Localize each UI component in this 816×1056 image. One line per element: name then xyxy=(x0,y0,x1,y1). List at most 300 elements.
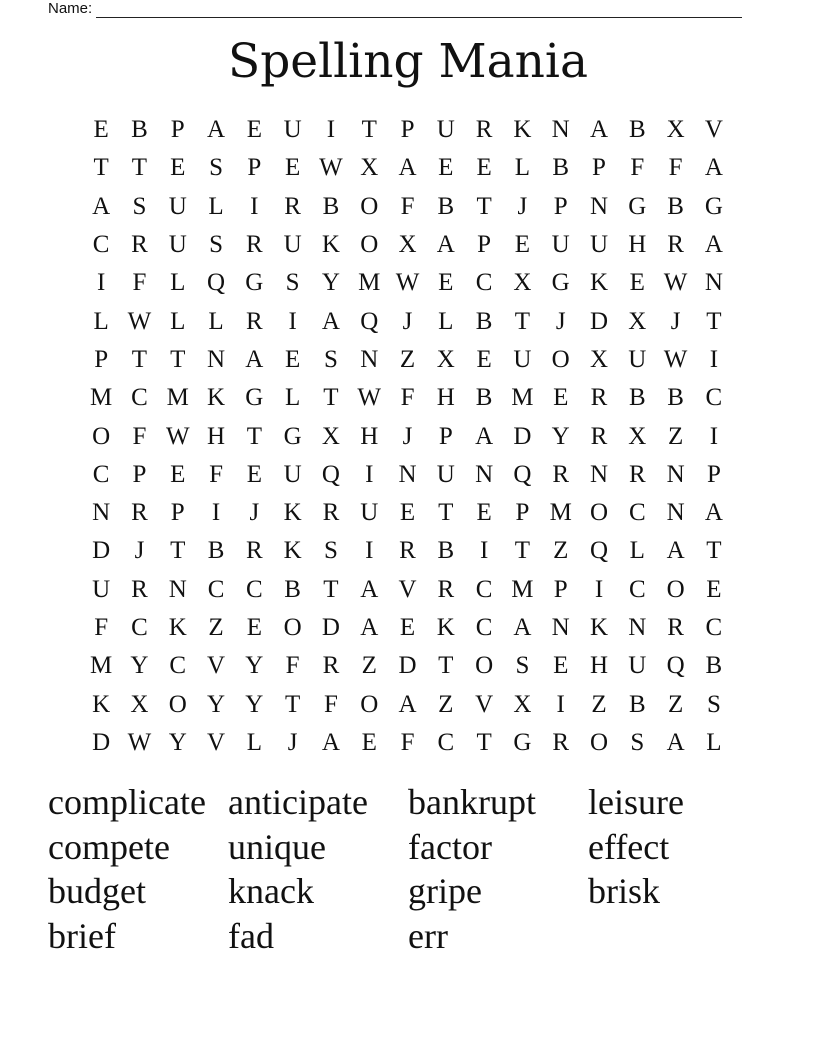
grid-letter[interactable]: G xyxy=(245,384,264,412)
grid-letter[interactable]: E xyxy=(553,384,569,412)
grid-letter[interactable]: R xyxy=(245,307,263,335)
word-list xyxy=(48,780,768,958)
grid-letter[interactable]: I xyxy=(479,537,489,565)
grid-letter[interactable]: T xyxy=(514,307,531,335)
grid-letter[interactable]: Y xyxy=(168,728,187,756)
grid-letter[interactable]: E xyxy=(629,269,645,297)
grid-letter[interactable]: Z xyxy=(208,614,224,641)
grid-letter[interactable]: B xyxy=(437,537,455,565)
grid-letter[interactable]: Q xyxy=(207,269,226,297)
grid-letter[interactable]: F xyxy=(400,384,415,412)
grid-letter[interactable]: S xyxy=(209,154,223,182)
grid-letter[interactable]: K xyxy=(589,614,609,641)
grid-letter[interactable]: L xyxy=(170,269,186,297)
grid-letter[interactable]: L xyxy=(629,537,645,565)
grid-letter[interactable]: P xyxy=(592,154,606,182)
grid-letter[interactable]: T xyxy=(170,345,186,373)
grid-letter[interactable]: Z xyxy=(667,690,684,718)
grid-letter[interactable]: B xyxy=(628,116,646,144)
grid-letter[interactable]: F xyxy=(668,154,683,182)
grid-letter[interactable]: N xyxy=(551,614,570,641)
grid-letter[interactable]: R xyxy=(245,231,263,259)
grid-letter[interactable]: F xyxy=(132,422,147,450)
grid-letter[interactable]: J xyxy=(402,422,413,450)
grid-letter[interactable]: Z xyxy=(553,537,569,565)
grid-letter[interactable]: D xyxy=(321,614,340,641)
word-list-item: knack xyxy=(228,871,314,912)
grid-letter[interactable]: X xyxy=(436,345,455,373)
grid-letter[interactable]: F xyxy=(630,154,645,182)
grid-letter[interactable]: W xyxy=(165,422,190,450)
grid-letter[interactable]: N xyxy=(92,499,111,527)
grid-letter[interactable]: A xyxy=(207,116,226,144)
grid-letter[interactable]: B xyxy=(437,192,455,220)
grid-letter[interactable]: U xyxy=(168,192,187,220)
grid-letter[interactable]: I xyxy=(709,422,719,450)
grid-letter[interactable]: L xyxy=(170,307,186,335)
name-underline[interactable] xyxy=(96,3,742,18)
grid-letter[interactable]: P xyxy=(400,116,415,144)
grid-letter[interactable]: W xyxy=(357,384,382,412)
grid-letter[interactable]: D xyxy=(92,728,111,756)
grid-letter[interactable]: N xyxy=(666,499,685,527)
grid-letter[interactable]: X xyxy=(628,422,647,450)
grid-letter[interactable]: T xyxy=(131,345,148,373)
grid-letter[interactable]: T xyxy=(476,192,492,220)
grid-letter[interactable]: I xyxy=(365,537,374,565)
grid-letter[interactable]: R xyxy=(322,652,340,680)
grid-letter[interactable]: J xyxy=(517,192,528,220)
grid-letter[interactable]: R xyxy=(667,614,684,641)
grid-letter[interactable]: E xyxy=(399,614,416,641)
grid-letter[interactable]: U xyxy=(283,116,302,144)
grid-letter[interactable]: C xyxy=(437,728,455,756)
grid-letter[interactable]: B xyxy=(705,652,723,680)
grid-letter[interactable]: U xyxy=(436,460,455,488)
grid-letter[interactable]: J xyxy=(555,307,566,335)
grid-letter[interactable]: B xyxy=(207,537,225,565)
grid-letter[interactable]: J xyxy=(249,499,260,527)
grid-letter[interactable]: K xyxy=(207,384,226,412)
grid-letter[interactable]: A xyxy=(704,231,723,259)
grid-letter[interactable]: L xyxy=(284,384,301,412)
grid-letter[interactable]: S xyxy=(515,652,530,680)
grid-letter[interactable]: S xyxy=(132,192,147,220)
grid-letter[interactable]: Y xyxy=(207,690,226,718)
word-list-item: bankrupt xyxy=(408,782,536,822)
grid-letter[interactable]: O xyxy=(589,499,609,527)
grid-letter[interactable]: K xyxy=(589,269,609,297)
grid-letter[interactable]: E xyxy=(438,154,454,182)
grid-letter[interactable]: O xyxy=(283,614,302,641)
grid-letter[interactable]: K xyxy=(168,614,187,641)
grid-letter[interactable]: P xyxy=(247,154,262,182)
grid-letter[interactable]: M xyxy=(90,384,113,412)
grid-letter[interactable]: P xyxy=(438,422,453,450)
grid-letter[interactable]: I xyxy=(326,116,336,144)
word-list-item: brief xyxy=(48,915,116,956)
grid-letter[interactable]: F xyxy=(323,690,338,718)
grid-letter[interactable]: P xyxy=(94,345,109,373)
grid-letter[interactable]: O xyxy=(475,652,494,680)
grid-letter[interactable]: B xyxy=(552,154,570,182)
grid-letter[interactable]: K xyxy=(283,537,302,565)
grid-letter[interactable]: O xyxy=(589,728,609,756)
grid-letter[interactable]: M xyxy=(511,575,534,603)
grid-letter[interactable]: C xyxy=(245,575,263,603)
grid-letter[interactable]: T xyxy=(438,652,454,680)
grid-letter[interactable]: E xyxy=(284,154,301,182)
grid-letter[interactable]: B xyxy=(322,192,340,220)
grid-letter[interactable]: H xyxy=(436,384,455,412)
grid-letter[interactable]: D xyxy=(589,307,609,335)
grid-letter[interactable]: O xyxy=(168,690,187,718)
grid-letter[interactable]: F xyxy=(400,192,415,220)
grid-letter[interactable]: N xyxy=(628,614,647,641)
grid-letter[interactable]: W xyxy=(663,345,688,373)
grid-letter[interactable]: F xyxy=(132,269,147,297)
grid-letter[interactable]: G xyxy=(628,192,647,220)
grid-letter[interactable]: C xyxy=(628,575,646,603)
grid-letter[interactable]: J xyxy=(402,307,413,335)
grid-letter[interactable]: U xyxy=(589,231,609,259)
grid-letter[interactable]: D xyxy=(398,652,417,680)
grid-letter[interactable]: T xyxy=(514,537,531,565)
grid-letter[interactable]: R xyxy=(131,231,148,259)
grid-letter[interactable]: L xyxy=(208,192,224,220)
grid-letter[interactable]: Q xyxy=(666,652,685,680)
grid-letter[interactable]: L xyxy=(706,728,722,756)
grid-letter[interactable]: K xyxy=(513,116,532,144)
grid-letter[interactable]: Y xyxy=(130,652,149,680)
grid-letter[interactable]: T xyxy=(438,499,454,527)
grid-letter[interactable]: O xyxy=(360,231,379,259)
grid-letter[interactable]: R xyxy=(437,575,455,603)
grid-letter[interactable]: P xyxy=(706,460,721,488)
grid-letter[interactable]: W xyxy=(127,728,152,756)
grid-letter[interactable]: R xyxy=(590,422,608,450)
grid-letter[interactable]: E xyxy=(514,231,531,259)
grid-letter[interactable]: C xyxy=(475,614,493,641)
grid-letter[interactable]: U xyxy=(283,460,302,488)
grid-letter[interactable]: W xyxy=(663,269,688,297)
grid-letter[interactable]: B xyxy=(475,307,493,335)
grid-letter[interactable]: U xyxy=(628,652,647,680)
grid-letter[interactable]: I xyxy=(365,460,374,488)
grid-letter[interactable]: Z xyxy=(591,690,607,718)
grid-letter[interactable]: Q xyxy=(321,460,340,488)
grid-letter[interactable]: U xyxy=(360,499,379,527)
grid-letter[interactable]: L xyxy=(246,728,262,756)
grid-letter[interactable]: N xyxy=(666,460,685,488)
grid-letter[interactable]: R xyxy=(628,460,646,488)
grid-letter[interactable]: E xyxy=(476,499,492,527)
name-field[interactable] xyxy=(48,0,742,18)
grid-letter[interactable]: G xyxy=(283,422,302,450)
grid-letter[interactable]: Q xyxy=(360,307,379,335)
word-list-item: brisk xyxy=(588,871,660,912)
grid-letter[interactable]: P xyxy=(477,231,492,259)
grid-letter[interactable]: L xyxy=(93,307,109,335)
grid-letter[interactable]: A xyxy=(475,422,494,450)
grid-letter[interactable]: N xyxy=(168,575,187,603)
grid-letter[interactable]: H xyxy=(589,652,609,680)
grid-letter[interactable]: S xyxy=(323,345,338,373)
grid-letter[interactable]: I xyxy=(709,345,719,373)
grid-letter[interactable]: A xyxy=(666,728,685,756)
grid-letter[interactable]: O xyxy=(360,192,379,220)
grid-letter[interactable]: K xyxy=(283,499,302,527)
grid-letter[interactable]: P xyxy=(132,460,147,488)
grid-letter[interactable]: C xyxy=(705,614,723,641)
grid-letter[interactable]: V xyxy=(207,652,226,680)
grid-letter[interactable]: B xyxy=(628,384,646,412)
grid-letter[interactable]: U xyxy=(283,231,302,259)
grid-letter[interactable]: K xyxy=(92,690,111,718)
grid-letter[interactable]: E xyxy=(361,728,377,756)
grid-letter[interactable]: E xyxy=(553,652,569,680)
grid-letter[interactable]: A xyxy=(436,231,455,259)
grid-letter[interactable]: A xyxy=(245,345,264,373)
grid-letter[interactable]: O xyxy=(666,575,685,603)
grid-letter[interactable]: E xyxy=(93,116,109,144)
grid-letter[interactable]: I xyxy=(594,575,604,603)
grid-letter[interactable]: U xyxy=(551,231,570,259)
grid-letter[interactable]: E xyxy=(246,116,262,144)
grid-letter[interactable]: X xyxy=(589,345,609,373)
grid-letter[interactable]: F xyxy=(94,614,109,641)
grid-letter[interactable]: R xyxy=(322,499,340,527)
grid-letter[interactable]: N xyxy=(398,460,417,488)
grid-letter[interactable]: B xyxy=(131,116,148,144)
grid-letter[interactable]: E xyxy=(476,345,492,373)
grid-letter[interactable]: U xyxy=(168,231,187,259)
grid-letter[interactable]: Q xyxy=(589,537,609,565)
grid-letter[interactable]: I xyxy=(211,499,221,527)
grid-letter[interactable]: N xyxy=(360,345,379,373)
grid-letter[interactable]: V xyxy=(475,690,494,718)
grid-letter[interactable]: Z xyxy=(361,652,377,680)
grid-letter[interactable]: W xyxy=(319,154,343,182)
grid-letter[interactable]: R xyxy=(131,575,148,603)
word-list-item: anticipate xyxy=(228,782,368,822)
grid-letter[interactable]: X xyxy=(398,231,417,259)
grid-letter[interactable]: X xyxy=(130,690,149,718)
grid-letter[interactable]: C xyxy=(705,384,723,412)
grid-letter[interactable]: X xyxy=(321,422,340,450)
grid-letter[interactable]: C xyxy=(92,231,110,259)
grid-letter[interactable]: A xyxy=(704,154,723,182)
grid-letter[interactable]: C xyxy=(475,575,493,603)
grid-letter[interactable]: P xyxy=(515,499,530,527)
grid-letter[interactable]: L xyxy=(438,307,454,335)
grid-letter[interactable]: W xyxy=(395,269,420,297)
grid-letter[interactable]: B xyxy=(475,384,493,412)
grid-letter[interactable]: U xyxy=(628,345,647,373)
grid-letter[interactable]: A xyxy=(398,690,417,718)
grid-letter[interactable]: S xyxy=(706,690,721,718)
grid-letter[interactable]: G xyxy=(551,269,570,297)
grid-letter[interactable]: U xyxy=(436,116,455,144)
grid-letter[interactable]: B xyxy=(667,384,684,412)
grid-letter[interactable]: Z xyxy=(399,345,416,373)
grid-letter[interactable]: V xyxy=(704,116,723,144)
grid-letter[interactable]: Q xyxy=(513,460,532,488)
grid-letter[interactable]: X xyxy=(360,154,379,182)
grid-letter[interactable]: N xyxy=(589,460,609,488)
grid-letter[interactable]: F xyxy=(285,652,300,680)
grid-letter[interactable]: N xyxy=(704,269,723,297)
grid-letter[interactable]: A xyxy=(92,192,111,220)
grid-letter[interactable]: C xyxy=(628,499,646,527)
grid-letter[interactable]: G xyxy=(513,728,532,756)
grid-letter[interactable]: C xyxy=(169,652,187,680)
grid-letter[interactable]: C xyxy=(207,575,225,603)
grid-letter[interactable]: C xyxy=(131,384,148,412)
grid-letter[interactable]: M xyxy=(90,652,113,680)
grid-letter[interactable]: N xyxy=(207,345,226,373)
grid-letter[interactable]: G xyxy=(245,269,264,297)
grid-letter[interactable]: A xyxy=(321,307,340,335)
grid-letter[interactable]: D xyxy=(92,537,111,565)
grid-letter[interactable]: I xyxy=(96,269,106,297)
grid-letter[interactable]: S xyxy=(285,269,300,297)
page-title: Spelling Mania xyxy=(228,34,588,89)
grid-letter[interactable]: E xyxy=(706,575,722,603)
grid-letter[interactable]: Z xyxy=(667,422,684,450)
grid-letter[interactable]: Y xyxy=(551,422,570,450)
grid-letter[interactable]: H xyxy=(628,231,647,259)
grid-letter[interactable]: P xyxy=(553,575,568,603)
grid-letter[interactable]: T xyxy=(323,575,339,603)
grid-letter[interactable]: L xyxy=(514,154,531,182)
grid-letter[interactable]: E xyxy=(438,269,454,297)
word-list-item: leisure xyxy=(588,782,684,822)
grid-letter[interactable]: T xyxy=(361,116,377,144)
grid-letter[interactable]: R xyxy=(131,499,148,527)
grid-letter[interactable]: J xyxy=(287,728,298,756)
grid-letter[interactable]: M xyxy=(549,499,572,527)
grid-letter[interactable]: R xyxy=(284,192,301,220)
grid-letter[interactable]: B xyxy=(628,690,646,718)
grid-letter[interactable]: W xyxy=(127,307,152,335)
grid-letter[interactable]: H xyxy=(360,422,379,450)
grid-letter[interactable]: E xyxy=(476,154,492,182)
grid-letter[interactable]: F xyxy=(400,728,415,756)
grid-letter[interactable]: P xyxy=(553,192,568,220)
grid-letter[interactable]: R xyxy=(245,537,263,565)
grid-letter[interactable]: T xyxy=(246,422,262,450)
grid-letter[interactable]: U xyxy=(92,575,111,603)
grid-letter[interactable]: R xyxy=(552,460,570,488)
grid-letter[interactable]: F xyxy=(209,460,223,488)
grid-letter[interactable]: Y xyxy=(245,690,264,718)
grid-letter[interactable]: K xyxy=(436,614,455,641)
grid-letter[interactable]: T xyxy=(170,537,186,565)
grid-letter[interactable]: M xyxy=(358,269,381,297)
grid-letter[interactable]: B xyxy=(667,192,684,220)
grid-letter[interactable]: E xyxy=(170,460,186,488)
grid-letter[interactable]: X xyxy=(513,690,532,718)
grid-letter[interactable]: V xyxy=(207,728,226,756)
grid-letter[interactable]: E xyxy=(246,614,262,641)
grid-letter[interactable]: R xyxy=(399,537,416,565)
grid-letter[interactable]: T xyxy=(131,154,148,182)
grid-letter[interactable]: S xyxy=(630,728,645,756)
grid-letter[interactable]: E xyxy=(246,460,262,488)
grid-letter[interactable]: Y xyxy=(245,652,264,680)
grid-letter[interactable]: E xyxy=(284,345,301,373)
grid-letter[interactable]: R xyxy=(667,231,684,259)
grid-letter[interactable]: M xyxy=(166,384,189,412)
grid-letter[interactable]: C xyxy=(92,460,110,488)
grid-letter[interactable]: X xyxy=(666,116,685,144)
grid-letter[interactable]: A xyxy=(513,614,532,641)
grid-letter[interactable]: T xyxy=(476,728,492,756)
grid-letter[interactable]: E xyxy=(170,154,186,182)
grid-letter[interactable]: A xyxy=(666,537,685,565)
grid-letter[interactable]: S xyxy=(209,231,223,259)
grid-letter[interactable]: K xyxy=(321,231,340,259)
grid-letter[interactable]: C xyxy=(131,614,148,641)
grid-letter[interactable]: I xyxy=(250,192,259,220)
grid-letter[interactable]: V xyxy=(398,575,417,603)
grid-letter[interactable]: P xyxy=(170,116,185,144)
grid-letter[interactable]: O xyxy=(360,690,379,718)
grid-letter[interactable]: J xyxy=(134,537,145,565)
grid-letter[interactable]: U xyxy=(513,345,532,373)
grid-letter[interactable]: L xyxy=(208,307,224,335)
grid-letter[interactable]: X xyxy=(513,269,532,297)
grid-letter[interactable]: A xyxy=(589,116,609,144)
grid-letter[interactable]: H xyxy=(207,422,226,450)
grid-letter[interactable]: Z xyxy=(438,690,454,718)
grid-letter[interactable]: M xyxy=(511,384,534,412)
grid-letter[interactable]: P xyxy=(170,499,185,527)
grid-letter[interactable]: J xyxy=(670,307,681,335)
grid-letter[interactable]: C xyxy=(475,269,493,297)
grid-letter[interactable]: T xyxy=(93,154,109,182)
grid-letter[interactable]: N xyxy=(589,192,609,220)
grid-letter[interactable]: I xyxy=(288,307,297,335)
grid-letter[interactable]: A xyxy=(398,154,417,182)
grid-letter[interactable]: R xyxy=(552,728,570,756)
grid-letter[interactable]: R xyxy=(590,384,608,412)
grid-letter[interactable]: A xyxy=(321,728,340,756)
grid-letter[interactable]: N xyxy=(551,116,570,144)
grid-letter[interactable]: A xyxy=(360,614,379,641)
grid-letter[interactable]: O xyxy=(92,422,111,450)
grid-letter[interactable]: E xyxy=(399,499,416,527)
grid-letter[interactable]: Y xyxy=(321,269,340,297)
grid-letter[interactable]: T xyxy=(706,307,722,335)
grid-letter[interactable]: N xyxy=(475,460,494,488)
grid-letter[interactable]: T xyxy=(284,690,301,718)
grid-letter[interactable]: A xyxy=(704,499,723,527)
grid-letter[interactable]: D xyxy=(513,422,532,450)
grid-letter[interactable]: S xyxy=(323,537,338,565)
grid-letter[interactable]: B xyxy=(284,575,301,603)
grid-letter[interactable]: X xyxy=(628,307,647,335)
grid-letter[interactable]: A xyxy=(360,575,379,603)
grid-letter[interactable]: G xyxy=(704,192,723,220)
word-list-item: fad xyxy=(228,915,274,956)
grid-letter[interactable]: O xyxy=(551,345,570,373)
grid-letter[interactable]: R xyxy=(475,116,493,144)
grid-letter[interactable]: I xyxy=(556,690,565,718)
grid-letter[interactable]: T xyxy=(323,384,339,412)
grid-letter[interactable]: T xyxy=(706,537,722,565)
